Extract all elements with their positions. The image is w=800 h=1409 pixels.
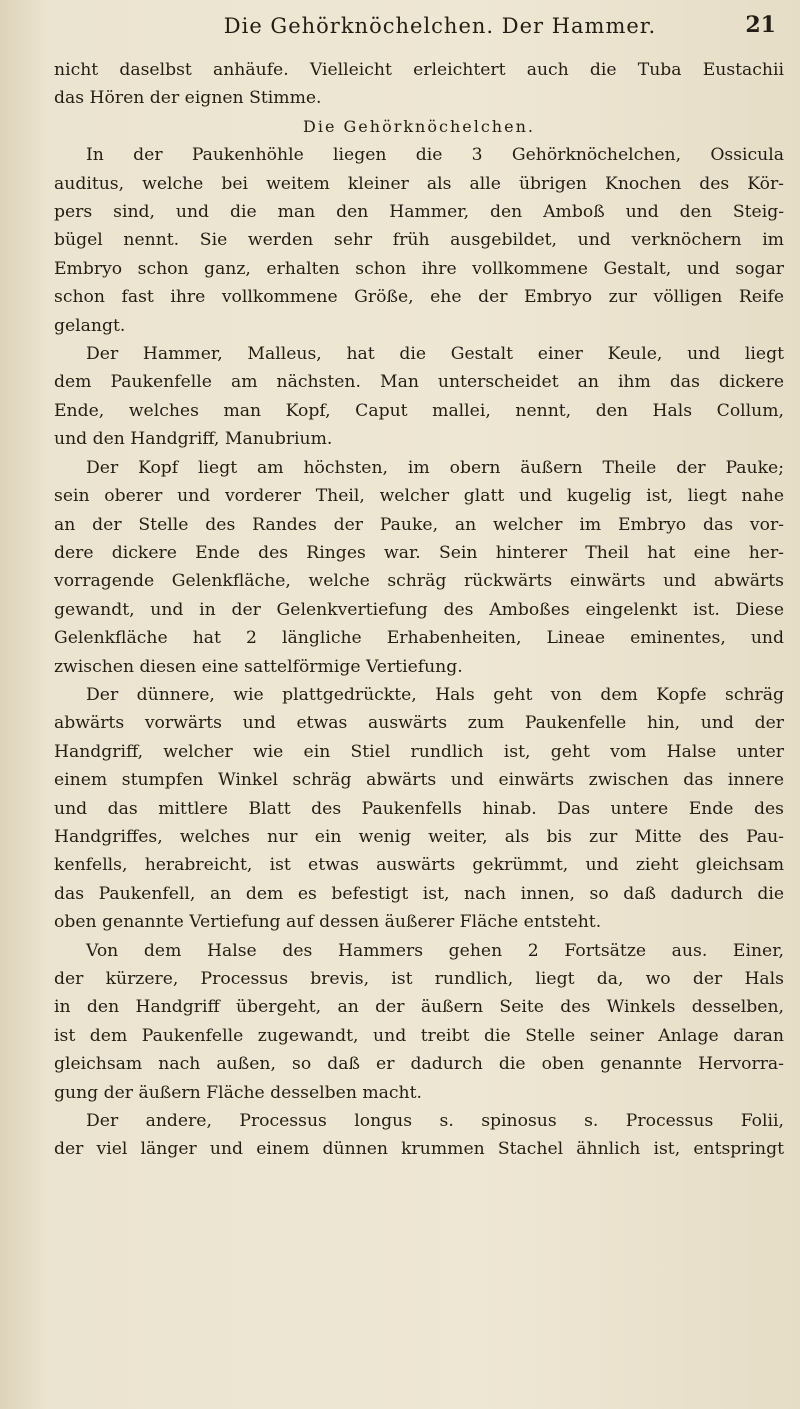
text-line: oben genannte Vertiefung auf dessen äußerer Fläche entsteht. (54, 912, 602, 933)
text-line: gung der äußern Fläche desselben macht. (54, 1082, 422, 1103)
text-line: Gelenkfläche hat 2 längliche Erhabenheiten, Lineae eminentes, und (54, 628, 784, 649)
text-line: das Paukenfell, an dem es befestigt ist, nach innen, so daß dadurch die (54, 883, 784, 904)
text-line: In der Paukenhöhle liegen die 3 Gehörknöchelchen, Ossicula (86, 145, 784, 166)
text-line: Der Kopf liegt am höchsten, im obern äußern Theile der Pauke; (86, 457, 784, 478)
text-line: auditus, welche bei weitem kleiner als alle übrigen Knochen des Kör- (54, 173, 784, 194)
text-line: das Hören der eignen Stimme. (54, 88, 322, 109)
text-line: in den Handgriff übergeht, an der äußern Seite des Winkels desselben, (54, 997, 784, 1018)
section-heading: Die Gehörknöchelchen. (303, 116, 535, 136)
text-line: und den Handgriff, Manubrium. (54, 429, 333, 450)
text-line: der kürzere, Processus brevis, ist rundlich, liegt da, wo der Hals (54, 969, 784, 989)
body-text (54, 56, 784, 1164)
text-line: einem stumpfen Winkel schräg abwärts und einwärts zwischen das innere (54, 770, 784, 791)
running-head (0, 8, 800, 48)
text-line: gelangt. (54, 315, 126, 336)
text-line: nicht daselbst anhäufe. Vielleicht erleichtert auch die Tuba Eustachii (54, 60, 784, 80)
text-line: Der andere, Processus longus s. spinosus s. Processus Folii, (86, 1111, 784, 1132)
text-line: gewandt, und in der Gelenkvertiefung des Amboßes eingelenkt ist. Diese (54, 599, 784, 620)
text-line: Ende, welches man Kopf, Caput mallei, nennt, den Hals Collum, (54, 400, 784, 421)
text-line: schon fast ihre vollkommene Größe, ehe der Embryo zur völligen Reife (54, 287, 784, 308)
text-line: und das mittlere Blatt des Paukenfells hinab. Das untere Ende des (54, 798, 784, 819)
running-title: Die Gehörknöchelchen. Der Hammer. (223, 14, 657, 38)
text-line: Embryo schon ganz, erhalten schon ihre vollkommene Gestalt, und sogar (54, 258, 784, 279)
text-line: ist dem Paukenfelle zugewandt, und treibt die Stelle seiner Anlage daran (54, 1025, 784, 1046)
text-line: Der Hammer, Malleus, hat die Gestalt einer Keule, und liegt (86, 344, 784, 365)
text-line: pers sind, und die man den Hammer, den Amboß und den Steig- (54, 202, 784, 223)
text-line: kenfells, herabreicht, ist etwas auswärts gekrümmt, und zieht gleichsam (54, 855, 784, 876)
text-line: der viel länger und einem dünnen krummen Stachel ähnlich ist, entspringt (54, 1139, 784, 1160)
text-line: gleichsam nach außen, so daß er dadurch die oben genannte Hervorra- (54, 1054, 784, 1075)
text-line: abwärts vorwärts und etwas auswärts zum Paukenfelle hin, und der (54, 713, 784, 734)
text-line: Von dem Halse des Hammers gehen 2 Fortsätze aus. Einer, (86, 940, 784, 961)
text-line: an der Stelle des Randes der Pauke, an welcher im Embryo das vor- (54, 514, 784, 535)
text-line: bügel nennt. Sie werden sehr früh ausgebildet, und verknöchern im (54, 230, 784, 251)
text-line: Handgriff, welcher wie ein Stiel rundlich ist, geht vom Halse unter (54, 741, 784, 762)
text-line: Der dünnere, wie plattgedrückte, Hals geht von dem Kopfe schräg (86, 684, 784, 705)
page-number: 21 (745, 12, 776, 38)
text-line: zwischen diesen eine sattelförmige Vertiefung. (54, 656, 463, 677)
text-line: vorragende Gelenkfläche, welche schräg rückwärts einwärts und abwärts (54, 571, 784, 592)
text-line: sein oberer und vorderer Theil, welcher glatt und kugelig ist, liegt nahe (54, 486, 784, 507)
text-line: dem Paukenfelle am nächsten. Man unterscheidet an ihm das dickere (54, 372, 784, 393)
text-line: Handgriffes, welches nur ein wenig weiter, als bis zur Mitte des Pau- (54, 826, 784, 847)
text-line: dere dickere Ende des Ringes war. Sein hinterer Theil hat eine her- (54, 542, 784, 563)
